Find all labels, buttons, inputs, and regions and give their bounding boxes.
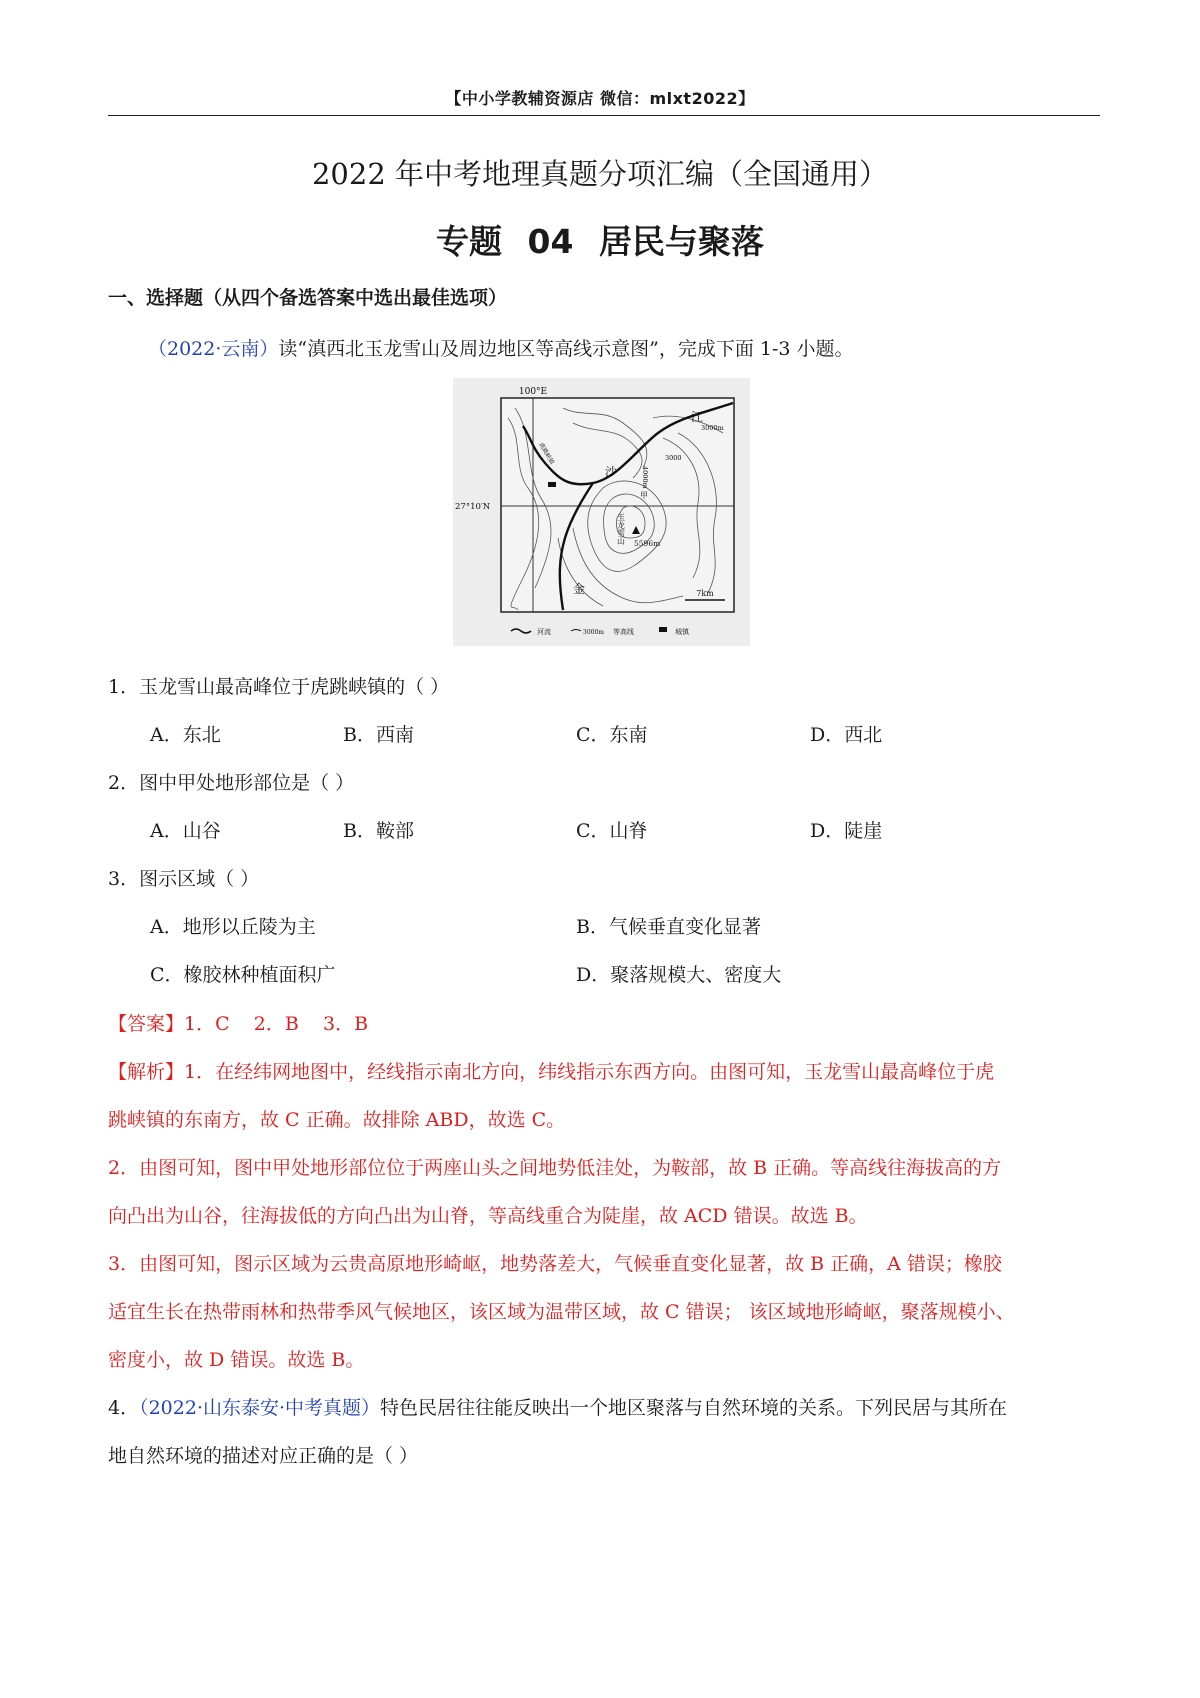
map-label-contour-c: 3000 — [665, 454, 682, 462]
map-label-jia: 甲 — [640, 491, 648, 500]
analysis-line-3: 2．由图可知，图中甲处地形部位位于两座山头之间地势低洼处，为鞍部，故 B 正确。等高线往海拔高的方 — [108, 1157, 1002, 1179]
contour-map — [453, 378, 750, 646]
page-header: 【中小学教辅资源店 微信：mlxt2022】 — [445, 89, 755, 108]
intro-source: （2022·云南） — [148, 338, 279, 360]
question-1-option-a: A．东北 — [150, 724, 221, 746]
question-3-option-a: A．地形以丘陵为主 — [150, 916, 316, 938]
map-label-scale: 7km — [696, 589, 714, 598]
question-4-line-1 — [108, 1393, 1007, 1420]
legend-town: 城镇 — [675, 628, 689, 636]
map-label-sha: 沙 — [605, 465, 618, 479]
question-2-option-b: B．鞍部 — [343, 820, 414, 842]
question-3-option-c: C．橡胶林种植面积广 — [150, 964, 336, 986]
map-label-parallel: 27°10′N — [455, 502, 491, 512]
town-marker — [548, 482, 556, 487]
map-label-contour-b: 4000m — [641, 466, 649, 489]
question-1-option-b: B．西南 — [343, 724, 414, 746]
map-label-mountain: 玉龙雪山 — [616, 513, 626, 545]
answer-line — [108, 1009, 368, 1036]
question-1-option-d: D．西北 — [810, 724, 883, 746]
section-heading: 一、选择题（从四个备选答案中选出最佳选项） — [108, 287, 508, 309]
analysis-label: 【解析】 — [108, 1061, 185, 1083]
question-2-option-c: C．山脊 — [576, 820, 648, 842]
map-label-contour-a: 3000m — [701, 424, 724, 432]
analysis-line-2: 跳峡镇的东南方，故 C 正确。故排除 ABD，故选 C。 — [108, 1109, 566, 1131]
question-4-source: （2022·山东泰安·中考真题） — [139, 1397, 381, 1419]
question-3-option-d: D．聚落规模大、密度大 — [576, 964, 782, 986]
analysis-line-7: 密度小，故 D 错误。故选 B。 — [108, 1349, 365, 1371]
map-label-peak-height: 5596m — [634, 539, 661, 548]
analysis-line-1 — [108, 1057, 994, 1084]
answer-text: 1．C 2．B 3．B — [184, 1013, 369, 1035]
question-3-stem: 3．图示区域（ ） — [108, 868, 260, 890]
question-3-option-b: B．气候垂直变化显著 — [576, 916, 761, 938]
answer-label: 【答案】 — [108, 1013, 185, 1035]
question-1-option-c: C．东南 — [576, 724, 648, 746]
map-border — [501, 398, 734, 612]
legend-contour: 等高线 — [613, 628, 634, 636]
contour-map-figure — [453, 378, 750, 646]
intro-text: 读“滇西北玉龙雪山及周边地区等高线示意图”，完成下面 1-3 小题。 — [278, 338, 854, 360]
question-2-option-a: A．山谷 — [150, 820, 221, 842]
document-subtitle: 专题 04 居民与聚落 — [436, 222, 764, 261]
analysis-line-6: 适宜生长在热带雨林和热带季风气候地区，该区域为温带区域，故 C 错误； 该区域地形崎岖，聚落规模小、 — [108, 1301, 1015, 1323]
map-label-jiang: 江 — [691, 410, 704, 424]
question-1-stem: 1．玉龙雪山最高峰位于虎跳峡镇的（ ） — [108, 676, 450, 698]
map-label-town: 虎跳峡镇 — [537, 441, 556, 466]
question-2-option-d: D．陡崖 — [810, 820, 883, 842]
document-title: 2022 年中考地理真题分项汇编（全国通用） — [311, 157, 889, 191]
header-divider — [108, 115, 1100, 116]
intro-paragraph — [148, 334, 854, 361]
legend-town-symbol — [659, 627, 667, 632]
question-4-text: 特色民居往往能反映出一个地区聚落与自然环境的关系。下列民居与其所在 — [380, 1397, 1008, 1419]
analysis-line-5: 3．由图可知，图示区域为云贵高原地形崎岖，地势落差大，气候垂直变化显著，故 B 正确，A 错误；橡胶 — [108, 1253, 1002, 1275]
question-4-number: 4． — [108, 1397, 140, 1419]
analysis-text-1: 1．在经纬网地图中，经线指示南北方向，纬线指示东西方向。由图可知，玉龙雪山最高峰位于虎 — [184, 1061, 995, 1083]
question-2-stem: 2．图中甲处地形部位是（ ） — [108, 772, 355, 794]
map-label-jin: 金 — [573, 582, 586, 596]
analysis-line-4: 向凸出为山谷，往海拔低的方向凸出为山脊，等高线重合为陡崖，故 ACD 错误。故选 B。 — [108, 1205, 868, 1227]
question-4-line-2: 地自然环境的描述对应正确的是（ ） — [108, 1445, 419, 1467]
map-label-meridian: 100°E — [518, 387, 548, 397]
legend-contour-value: 3000m — [583, 629, 604, 636]
legend-river: 河流 — [537, 628, 551, 636]
